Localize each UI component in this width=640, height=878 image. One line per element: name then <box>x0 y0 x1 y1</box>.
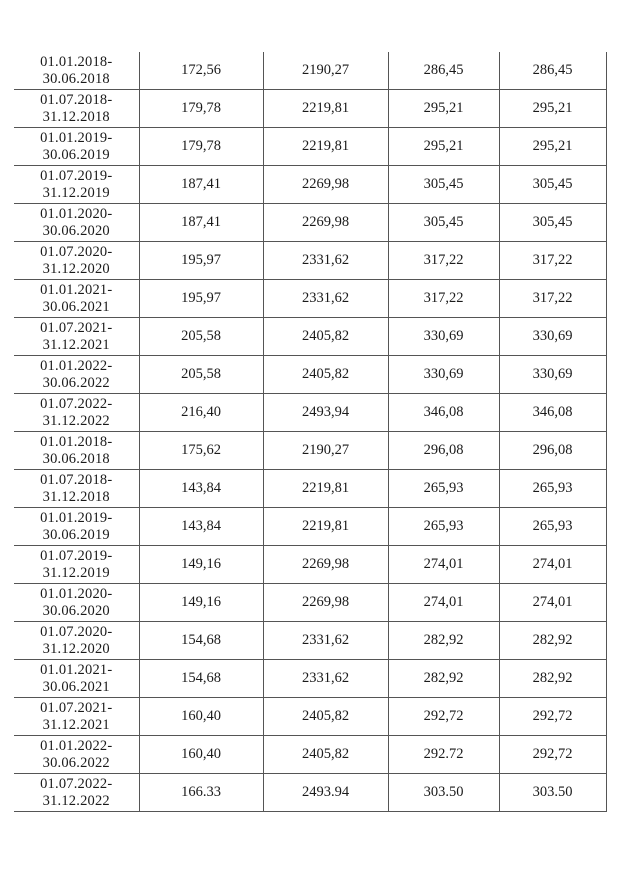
period-end: 30.06.2021 <box>42 298 110 315</box>
value-cell-v3: 292,72 <box>388 698 499 736</box>
period-end: 30.06.2020 <box>42 602 110 619</box>
period-range <box>14 472 139 506</box>
value-cell-v3: 295,21 <box>388 90 499 128</box>
value-cell-v2: 2493.94 <box>263 774 388 812</box>
period-end: 30.06.2019 <box>42 146 110 163</box>
value-cell-v1: 195,97 <box>139 242 263 280</box>
table-row <box>14 546 606 584</box>
value-cell-v2: 2190,27 <box>263 52 388 90</box>
table-row <box>14 90 606 128</box>
value-cell-v4: 296,08 <box>499 432 606 470</box>
value-cell-v3: 317,22 <box>388 280 499 318</box>
period-cell <box>14 660 139 698</box>
value-cell-v4: 303.50 <box>499 774 606 812</box>
period-range <box>14 662 139 696</box>
value-cell-v1: 143,84 <box>139 470 263 508</box>
table-row <box>14 698 606 736</box>
table-row <box>14 470 606 508</box>
value-cell-v4: 274,01 <box>499 546 606 584</box>
value-cell-v2: 2219,81 <box>263 470 388 508</box>
value-cell-v1: 154,68 <box>139 660 263 698</box>
value-cell-v2: 2405,82 <box>263 318 388 356</box>
period-cell <box>14 204 139 242</box>
value-cell-v1: 216,40 <box>139 394 263 432</box>
period-cell <box>14 166 139 204</box>
period-cell <box>14 128 139 166</box>
period-cell <box>14 318 139 356</box>
period-range <box>14 700 139 734</box>
value-cell-v3: 274,01 <box>388 584 499 622</box>
period-start: 01.07.2021- <box>40 319 113 336</box>
value-cell-v1: 160,40 <box>139 736 263 774</box>
value-cell-v2: 2190,27 <box>263 432 388 470</box>
value-cell-v2: 2405,82 <box>263 698 388 736</box>
period-end: 30.06.2022 <box>42 374 110 391</box>
period-start: 01.07.2021- <box>40 699 113 716</box>
value-cell-v4: 295,21 <box>499 90 606 128</box>
value-cell-v2: 2269,98 <box>263 546 388 584</box>
value-cell-v1: 179,78 <box>139 128 263 166</box>
value-cell-v1: 160,40 <box>139 698 263 736</box>
table-row <box>14 508 606 546</box>
period-cell <box>14 774 139 812</box>
value-cell-v4: 265,93 <box>499 508 606 546</box>
period-cell <box>14 736 139 774</box>
value-cell-v4: 317,22 <box>499 280 606 318</box>
period-range <box>14 586 139 620</box>
period-cell <box>14 394 139 432</box>
period-end: 31.12.2021 <box>42 336 110 353</box>
table-row <box>14 242 606 280</box>
table-row <box>14 432 606 470</box>
period-end: 31.12.2020 <box>42 640 110 657</box>
period-start: 01.07.2018- <box>40 471 113 488</box>
value-cell-v3: 282,92 <box>388 660 499 698</box>
period-cell <box>14 584 139 622</box>
period-end: 30.06.2021 <box>42 678 110 695</box>
table-row <box>14 204 606 242</box>
value-cell-v4: 274,01 <box>499 584 606 622</box>
tariff-table <box>14 52 607 812</box>
period-range <box>14 54 139 88</box>
period-start: 01.07.2019- <box>40 167 113 184</box>
table-row <box>14 128 606 166</box>
value-cell-v1: 143,84 <box>139 508 263 546</box>
value-cell-v2: 2405,82 <box>263 736 388 774</box>
table-row <box>14 774 606 812</box>
value-cell-v3: 303.50 <box>388 774 499 812</box>
value-cell-v2: 2331,62 <box>263 280 388 318</box>
period-start: 01.01.2019- <box>40 509 113 526</box>
period-start: 01.01.2019- <box>40 129 113 146</box>
table-row <box>14 356 606 394</box>
value-cell-v1: 195,97 <box>139 280 263 318</box>
value-cell-v4: 346,08 <box>499 394 606 432</box>
value-cell-v3: 330,69 <box>388 318 499 356</box>
value-cell-v4: 265,93 <box>499 470 606 508</box>
value-cell-v4: 286,45 <box>499 52 606 90</box>
period-cell <box>14 546 139 584</box>
period-range <box>14 168 139 202</box>
period-start: 01.01.2018- <box>40 433 113 450</box>
period-range <box>14 396 139 430</box>
period-start: 01.07.2019- <box>40 547 113 564</box>
value-cell-v2: 2405,82 <box>263 356 388 394</box>
period-cell <box>14 698 139 736</box>
value-cell-v2: 2269,98 <box>263 584 388 622</box>
period-cell <box>14 242 139 280</box>
period-start: 01.01.2020- <box>40 585 113 602</box>
value-cell-v3: 265,93 <box>388 508 499 546</box>
value-cell-v4: 305,45 <box>499 204 606 242</box>
period-range <box>14 206 139 240</box>
value-cell-v2: 2219,81 <box>263 508 388 546</box>
period-start: 01.01.2022- <box>40 737 113 754</box>
value-cell-v4: 295,21 <box>499 128 606 166</box>
period-end: 30.06.2018 <box>42 70 110 87</box>
value-cell-v4: 317,22 <box>499 242 606 280</box>
value-cell-v3: 282,92 <box>388 622 499 660</box>
value-cell-v2: 2331,62 <box>263 622 388 660</box>
period-range <box>14 358 139 392</box>
period-cell <box>14 52 139 90</box>
value-cell-v1: 149,16 <box>139 546 263 584</box>
value-cell-v1: 205,58 <box>139 318 263 356</box>
value-cell-v3: 265,93 <box>388 470 499 508</box>
value-cell-v1: 166.33 <box>139 774 263 812</box>
value-cell-v2: 2269,98 <box>263 166 388 204</box>
period-range <box>14 244 139 278</box>
period-range <box>14 282 139 316</box>
value-cell-v2: 2331,62 <box>263 242 388 280</box>
value-cell-v1: 187,41 <box>139 166 263 204</box>
period-cell <box>14 432 139 470</box>
period-cell <box>14 508 139 546</box>
value-cell-v4: 282,92 <box>499 622 606 660</box>
value-cell-v4: 330,69 <box>499 356 606 394</box>
value-cell-v1: 187,41 <box>139 204 263 242</box>
period-start: 01.01.2020- <box>40 205 113 222</box>
period-end: 31.12.2020 <box>42 260 110 277</box>
period-range <box>14 434 139 468</box>
period-end: 30.06.2018 <box>42 450 110 467</box>
period-end: 31.12.2019 <box>42 564 110 581</box>
period-start: 01.07.2020- <box>40 243 113 260</box>
value-cell-v3: 305,45 <box>388 166 499 204</box>
period-range <box>14 510 139 544</box>
value-cell-v1: 205,58 <box>139 356 263 394</box>
period-start: 01.01.2022- <box>40 357 113 374</box>
value-cell-v2: 2269,98 <box>263 204 388 242</box>
value-cell-v2: 2219,81 <box>263 128 388 166</box>
period-cell <box>14 90 139 128</box>
period-end: 30.06.2022 <box>42 754 110 771</box>
value-cell-v3: 274,01 <box>388 546 499 584</box>
period-end: 30.06.2019 <box>42 526 110 543</box>
period-end: 31.12.2022 <box>42 792 110 809</box>
period-range <box>14 130 139 164</box>
value-cell-v1: 154,68 <box>139 622 263 660</box>
value-cell-v4: 292,72 <box>499 698 606 736</box>
value-cell-v3: 292.72 <box>388 736 499 774</box>
value-cell-v3: 317,22 <box>388 242 499 280</box>
value-cell-v4: 282,92 <box>499 660 606 698</box>
value-cell-v2: 2493,94 <box>263 394 388 432</box>
period-start: 01.07.2022- <box>40 775 113 792</box>
table-row <box>14 660 606 698</box>
value-cell-v1: 175,62 <box>139 432 263 470</box>
period-end: 30.06.2020 <box>42 222 110 239</box>
period-range <box>14 624 139 658</box>
period-cell <box>14 280 139 318</box>
value-cell-v4: 305,45 <box>499 166 606 204</box>
table-row <box>14 166 606 204</box>
period-range <box>14 548 139 582</box>
table-row <box>14 52 606 90</box>
value-cell-v3: 305,45 <box>388 204 499 242</box>
period-range <box>14 320 139 354</box>
period-range <box>14 738 139 772</box>
period-end: 31.12.2022 <box>42 412 110 429</box>
value-cell-v4: 330,69 <box>499 318 606 356</box>
period-end: 31.12.2018 <box>42 108 110 125</box>
period-end: 31.12.2018 <box>42 488 110 505</box>
period-start: 01.07.2018- <box>40 91 113 108</box>
value-cell-v1: 149,16 <box>139 584 263 622</box>
table-row <box>14 394 606 432</box>
period-end: 31.12.2021 <box>42 716 110 733</box>
value-cell-v3: 330,69 <box>388 356 499 394</box>
value-cell-v3: 286,45 <box>388 52 499 90</box>
period-start: 01.01.2021- <box>40 281 113 298</box>
period-end: 31.12.2019 <box>42 184 110 201</box>
value-cell-v1: 179,78 <box>139 90 263 128</box>
value-cell-v3: 346,08 <box>388 394 499 432</box>
value-cell-v4: 292,72 <box>499 736 606 774</box>
value-cell-v2: 2219,81 <box>263 90 388 128</box>
period-cell <box>14 622 139 660</box>
period-start: 01.07.2022- <box>40 395 113 412</box>
value-cell-v2: 2331,62 <box>263 660 388 698</box>
table-row <box>14 280 606 318</box>
period-range <box>14 776 139 810</box>
table-row <box>14 318 606 356</box>
value-cell-v3: 295,21 <box>388 128 499 166</box>
period-cell <box>14 356 139 394</box>
value-cell-v3: 296,08 <box>388 432 499 470</box>
period-start: 01.01.2021- <box>40 661 113 678</box>
table-row <box>14 736 606 774</box>
period-cell <box>14 470 139 508</box>
tariff-table-body <box>14 52 606 812</box>
period-start: 01.07.2020- <box>40 623 113 640</box>
table-row <box>14 584 606 622</box>
value-cell-v1: 172,56 <box>139 52 263 90</box>
period-range <box>14 92 139 126</box>
table-row <box>14 622 606 660</box>
period-start: 01.01.2018- <box>40 53 113 70</box>
